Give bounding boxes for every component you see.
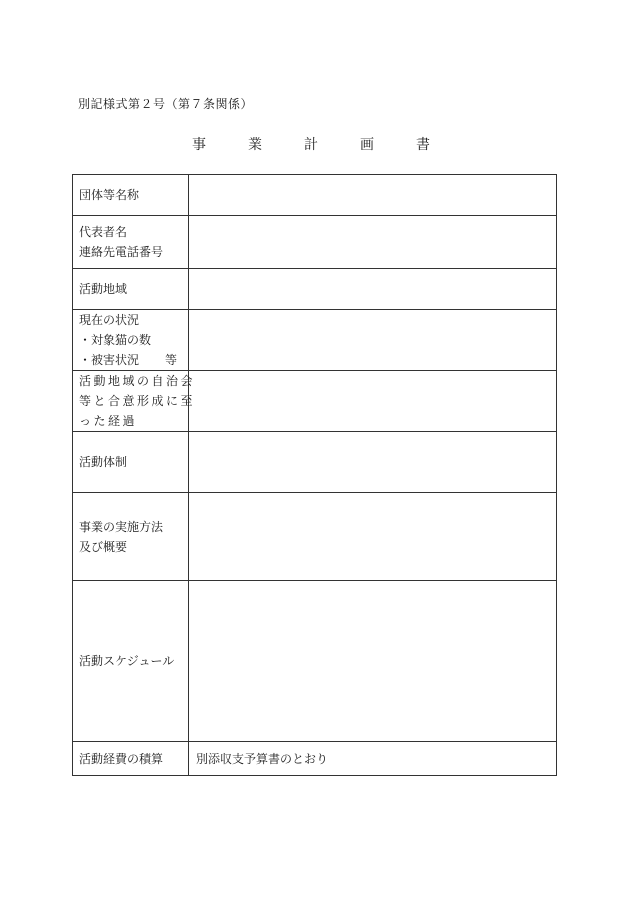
table-row xyxy=(73,371,557,432)
table-row xyxy=(73,493,557,581)
table-row xyxy=(73,175,557,216)
value-cost-estimate[interactable]: 別添収支予算書のとおり xyxy=(189,742,557,776)
label-representative-contact: 代表者名 連絡先電話番号 xyxy=(73,216,189,269)
label-activity-schedule: 活動スケジュール xyxy=(73,581,189,742)
form-number: 別記様式第２号（第７条関係） xyxy=(78,97,254,111)
value-current-status[interactable] xyxy=(189,310,557,371)
label-cost-estimate: 活動経費の積算 xyxy=(73,742,189,776)
value-implementation-method[interactable] xyxy=(189,493,557,581)
value-representative-contact[interactable] xyxy=(189,216,557,269)
table-row xyxy=(73,742,557,776)
table-row xyxy=(73,432,557,493)
value-organization-name[interactable] xyxy=(189,175,557,216)
business-plan-table xyxy=(72,174,557,776)
label-implementation-method: 事業の実施方法 及び概要 xyxy=(73,493,189,581)
table-row xyxy=(73,581,557,742)
label-consensus-process: 活動地域の自治会 等と合意形成に至 った経過 xyxy=(73,371,189,432)
table-row xyxy=(73,269,557,310)
value-activity-structure[interactable] xyxy=(189,432,557,493)
table-row xyxy=(73,310,557,371)
label-activity-structure: 活動体制 xyxy=(73,432,189,493)
document-title: 事 業 計 画 書 xyxy=(192,137,444,153)
label-organization-name: 団体等名称 xyxy=(73,175,189,216)
value-consensus-process[interactable] xyxy=(189,371,557,432)
label-current-status: 現在の状況 ・対象猫の数 ・被害状況 等 xyxy=(73,310,189,371)
value-activity-schedule[interactable] xyxy=(189,581,557,742)
label-activity-area: 活動地域 xyxy=(73,269,189,310)
table-row xyxy=(73,216,557,269)
value-activity-area[interactable] xyxy=(189,269,557,310)
